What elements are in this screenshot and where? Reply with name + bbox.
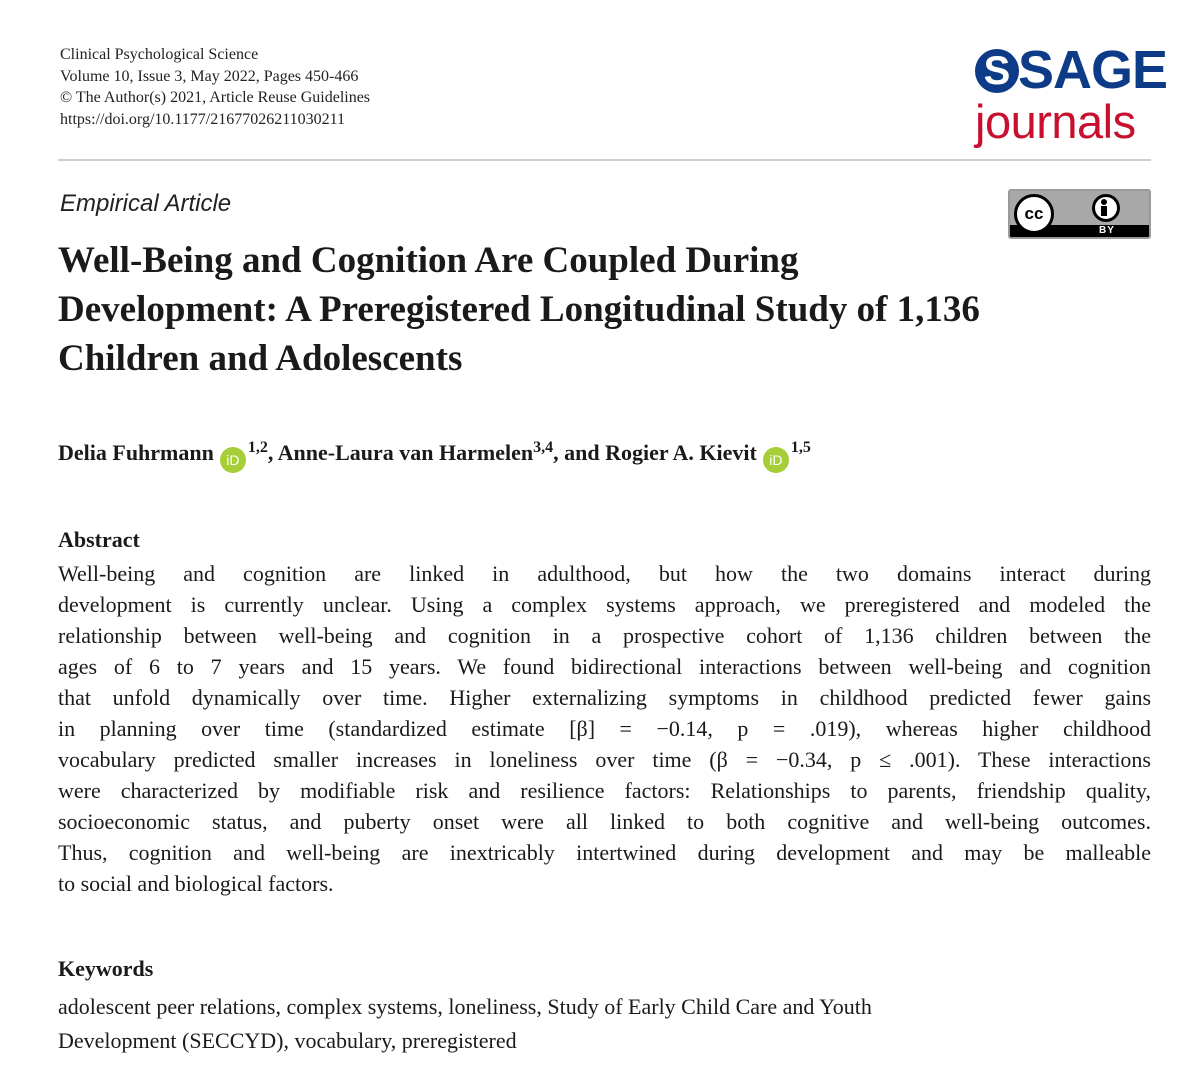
abstract-line: were characterized by modifiable risk and resilience factors: Relationships to parents, friendship quality, (58, 778, 1151, 803)
by-label: BY (1099, 225, 1115, 236)
keywords-list (58, 990, 1151, 1058)
journal-info (60, 44, 370, 130)
copyright-line[interactable]: © The Author(s) 2021, Article Reuse Guidelines (60, 89, 371, 106)
orcid-icon[interactable]: iD (220, 447, 246, 473)
author-affiliation: 1,2 (247, 439, 268, 456)
keywords-line: Development (SECCYD), vocabulary, preregistered (58, 1028, 517, 1053)
orcid-icon[interactable]: iD (763, 447, 789, 473)
abstract-heading: Abstract (58, 527, 140, 552)
logo-journals-text: journals (975, 95, 1136, 148)
title-line: Well-Being and Cognition Are Coupled During (58, 240, 799, 281)
abstract-line: that unfold dynamically over time. Higher externalizing symptoms in childhood predicted fewer gains (58, 685, 1151, 710)
journal-name[interactable]: Clinical Psychological Science (60, 46, 259, 63)
abstract-line: socioeconomic status, and puberty onset were all linked to both cognitive and well-being outcomes. (58, 809, 1151, 834)
abstract-line: Well-being and cognition are linked in adulthood, but how the two domains interact during (58, 561, 1151, 586)
sage-journals-logo[interactable] (975, 40, 1168, 156)
journal-issue: Volume 10, Issue 3, May 2022, Pages 450-466 (60, 67, 359, 85)
sage-s-icon: S (975, 49, 1019, 93)
abstract-line: Thus, cognition and well-being are inextricably intertwined during development and may be malleable (58, 840, 1151, 865)
author-name[interactable]: Anne-Laura van Harmelen (277, 440, 534, 465)
title-line: Development: A Preregistered Longitudinal Study of 1,136 (58, 289, 980, 330)
author-affiliation: 1,5 (790, 439, 811, 456)
abstract-line: relationship between well-being and cognition in a prospective cohort of 1,136 children between the (58, 623, 1151, 648)
abstract-line: to social and biological factors. (58, 871, 334, 896)
article-title (58, 236, 1098, 383)
cc-by-license-badge[interactable] (1008, 189, 1151, 239)
header-divider (58, 159, 1151, 161)
title-line: Children and Adolescents (58, 338, 463, 379)
keywords-line: adolescent peer relations, complex systems, loneliness, Study of Early Child Care and Youth (58, 994, 872, 1019)
cc-icon: cc (1014, 194, 1054, 234)
author-list: Delia Fuhrmann iD$^{1,2}$, Anne-Laura van Harmelen$^{3,4}$, and Rogier A. Kievit iD$^{1,5}$ (58, 440, 811, 473)
author-affiliation: 3,4 (533, 439, 554, 456)
author-name[interactable]: Delia Fuhrmann (58, 440, 214, 465)
article-type: Empirical Article (60, 190, 232, 217)
doi-link[interactable]: https://doi.org/10.1177/21677026211030211 (60, 110, 346, 128)
abstract-line: vocabulary predicted smaller increases in loneliness over time (β = −0.34, p ≤ .001). These interactions (58, 747, 1151, 772)
abstract-body (58, 558, 1151, 899)
keywords-heading: Keywords (58, 956, 154, 981)
logo-sage-text: SAGE (1018, 40, 1168, 100)
abstract-line: in planning over time (standardized estimate [β] = −0.14, p = .019), whereas higher childhood (58, 716, 1151, 741)
abstract-line: development is currently unclear. Using a complex systems approach, we preregistered and modeled the (58, 592, 1151, 617)
author-name[interactable]: Rogier A. Kievit (605, 440, 757, 465)
abstract-line: ages of 6 to 7 years and 15 years. We found bidirectional interactions between well-being and cognition (58, 654, 1151, 679)
